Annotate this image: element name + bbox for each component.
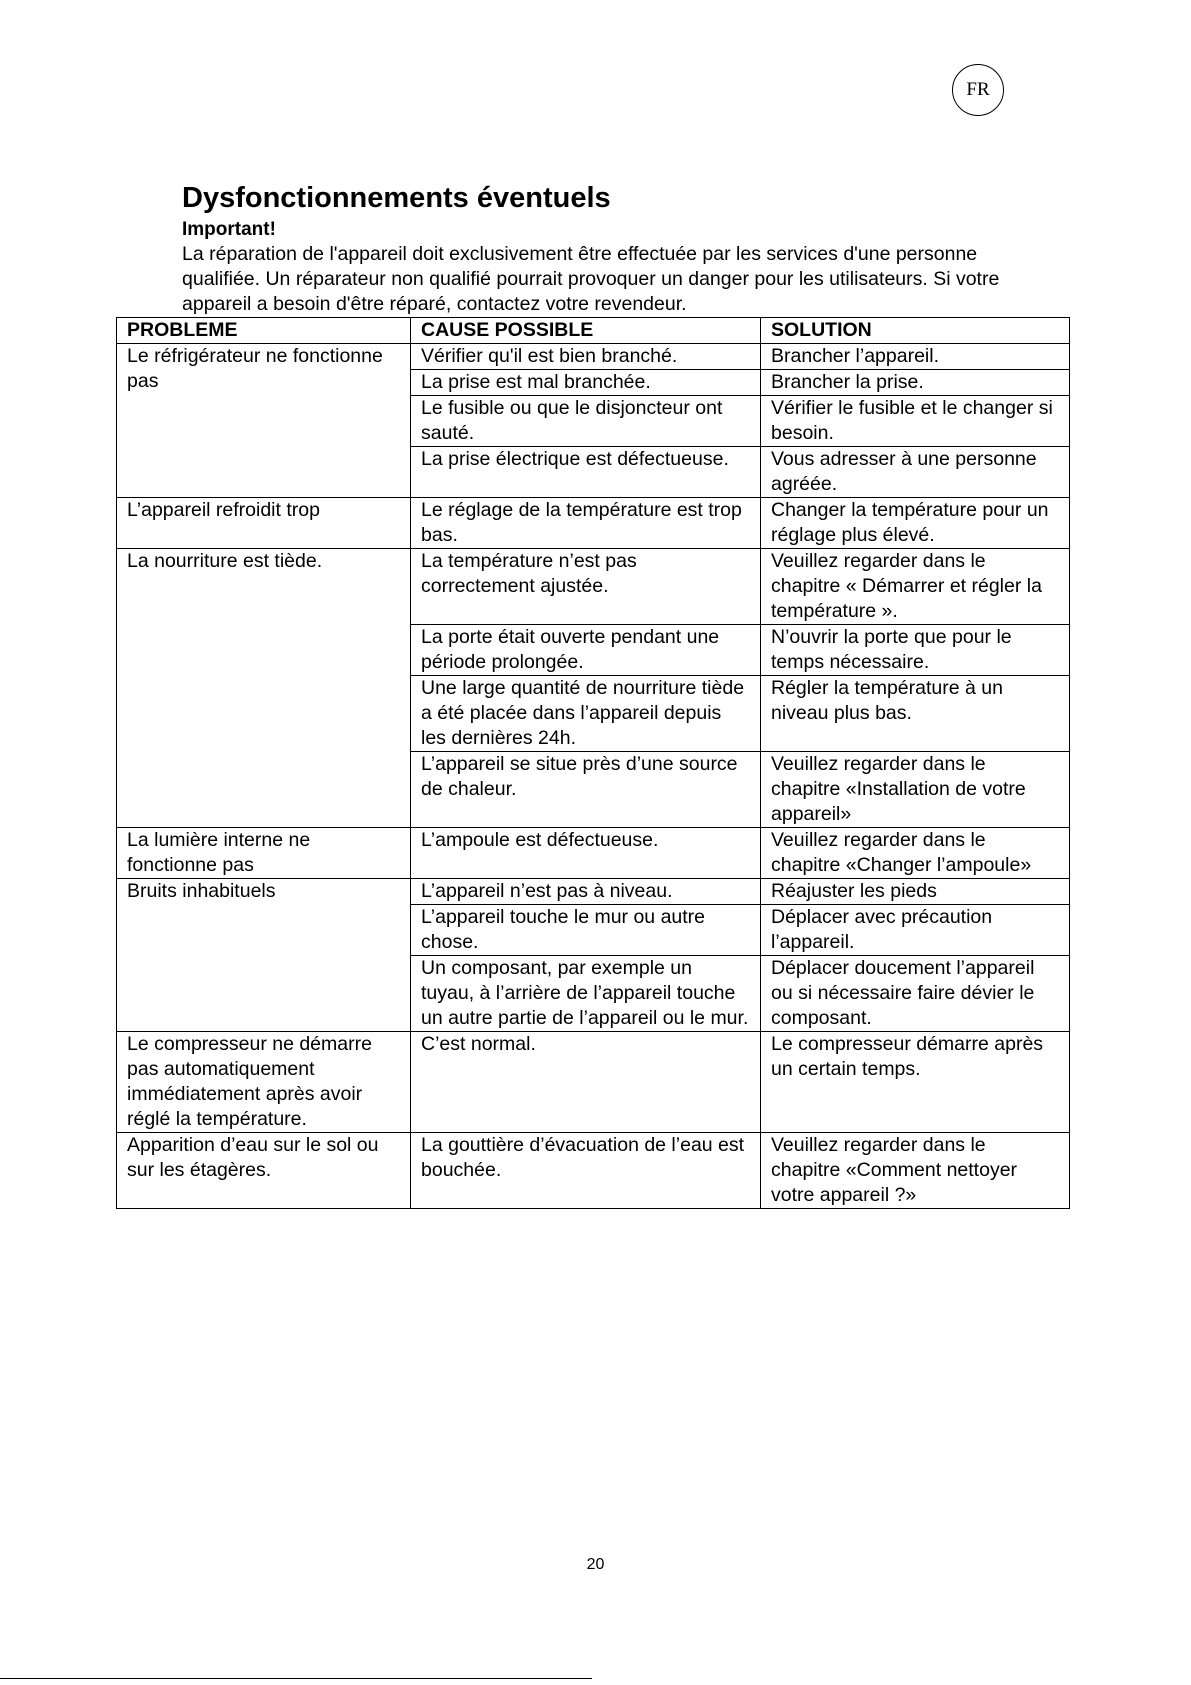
important-label: Important! bbox=[182, 219, 276, 240]
solution-cell: Changer la température pour un réglage plus élevé. bbox=[761, 498, 1070, 549]
cause-cell: La prise est mal branchée. bbox=[411, 370, 761, 396]
problem-cell: Apparition d’eau sur le sol ou sur les étagères. bbox=[117, 1133, 411, 1209]
header-solution: SOLUTION bbox=[761, 318, 1070, 344]
solution-cell: Brancher l’appareil. bbox=[761, 344, 1070, 370]
problem-cell: Le réfrigérateur ne fonctionne pas bbox=[117, 344, 411, 498]
cause-cell: La porte était ouverte pendant une période prolongée. bbox=[411, 625, 761, 676]
solution-cell: N’ouvrir la porte que pour le temps nécessaire. bbox=[761, 625, 1070, 676]
page-title: Dysfonctionnements éventuels bbox=[182, 182, 611, 214]
table-row bbox=[117, 549, 1070, 625]
page-number: 20 bbox=[586, 1556, 605, 1573]
solution-cell: Déplacer doucement l’appareil ou si nécessaire faire dévier le composant. bbox=[761, 956, 1070, 1032]
solution-cell: Veuillez regarder dans le chapitre « Démarrer et régler la température ». bbox=[761, 549, 1070, 625]
solution-cell: Veuillez regarder dans le chapitre «Changer l’ampoule» bbox=[761, 828, 1070, 879]
intro-paragraph: La réparation de l'appareil doit exclusivement être effectuée par les services d'une personne qualifiée. Un réparateur non qualifié pourrait provoquer un danger pour les utilisateurs. Si votre appareil a besoin d'être réparé, contactez votre revendeur. bbox=[182, 243, 1000, 315]
solution-cell: Vous adresser à une personne agréée. bbox=[761, 447, 1070, 498]
table-row bbox=[117, 1133, 1070, 1209]
cause-cell: Une large quantité de nourriture tiède a été placée dans l’appareil depuis les dernières 24h. bbox=[411, 676, 761, 752]
cause-cell: Le réglage de la température est trop bas. bbox=[411, 498, 761, 549]
cause-cell: Vérifier qu'il est bien branché. bbox=[411, 344, 761, 370]
table-row bbox=[117, 1032, 1070, 1133]
solution-cell: Le compresseur démarre après un certain temps. bbox=[761, 1032, 1070, 1133]
solution-cell: Régler la température à un niveau plus bas. bbox=[761, 676, 1070, 752]
header-problem: PROBLEME bbox=[117, 318, 411, 344]
cause-cell: Le fusible ou que le disjoncteur ont sauté. bbox=[411, 396, 761, 447]
cause-cell: L’ampoule est défectueuse. bbox=[411, 828, 761, 879]
solution-cell: Veuillez regarder dans le chapitre «Comment nettoyer votre appareil ?» bbox=[761, 1133, 1070, 1209]
solution-cell: Veuillez regarder dans le chapitre «Installation de votre appareil» bbox=[761, 752, 1070, 828]
solution-cell: Réajuster les pieds bbox=[761, 879, 1070, 905]
cause-cell: L’appareil se situe près d’une source de chaleur. bbox=[411, 752, 761, 828]
problem-cell: La lumière interne ne fonctionne pas bbox=[117, 828, 411, 879]
problem-cell: Bruits inhabituels bbox=[117, 879, 411, 1032]
table-row bbox=[117, 828, 1070, 879]
cause-cell: L’appareil touche le mur ou autre chose. bbox=[411, 905, 761, 956]
solution-cell: Brancher la prise. bbox=[761, 370, 1070, 396]
header-cause: CAUSE POSSIBLE bbox=[411, 318, 761, 344]
table-header-row bbox=[117, 318, 1070, 344]
solution-cell: Vérifier le fusible et le changer si besoin. bbox=[761, 396, 1070, 447]
problem-cell: Le compresseur ne démarre pas automatiquement immédiatement après avoir réglé la température. bbox=[117, 1032, 411, 1133]
cause-cell: Un composant, par exemple un tuyau, à l’arrière de l’appareil touche un autre partie de l’appareil ou le mur. bbox=[411, 956, 761, 1032]
cause-cell: La prise électrique est défectueuse. bbox=[411, 447, 761, 498]
troubleshooting-table bbox=[116, 317, 1070, 1209]
table-row bbox=[117, 344, 1070, 370]
cause-cell: La température n’est pas correctement ajustée. bbox=[411, 549, 761, 625]
table-row bbox=[117, 879, 1070, 905]
solution-cell: Déplacer avec précaution l’appareil. bbox=[761, 905, 1070, 956]
problem-cell: L’appareil refroidit trop bbox=[117, 498, 411, 549]
cause-cell: L’appareil n’est pas à niveau. bbox=[411, 879, 761, 905]
language-badge: FR bbox=[952, 64, 1004, 116]
cause-cell: La gouttière d’évacuation de l’eau est bouchée. bbox=[411, 1133, 761, 1209]
footer-divider bbox=[0, 1678, 592, 1679]
cause-cell: C’est normal. bbox=[411, 1032, 761, 1133]
table-row bbox=[117, 498, 1070, 549]
problem-cell: La nourriture est tiède. bbox=[117, 549, 411, 828]
